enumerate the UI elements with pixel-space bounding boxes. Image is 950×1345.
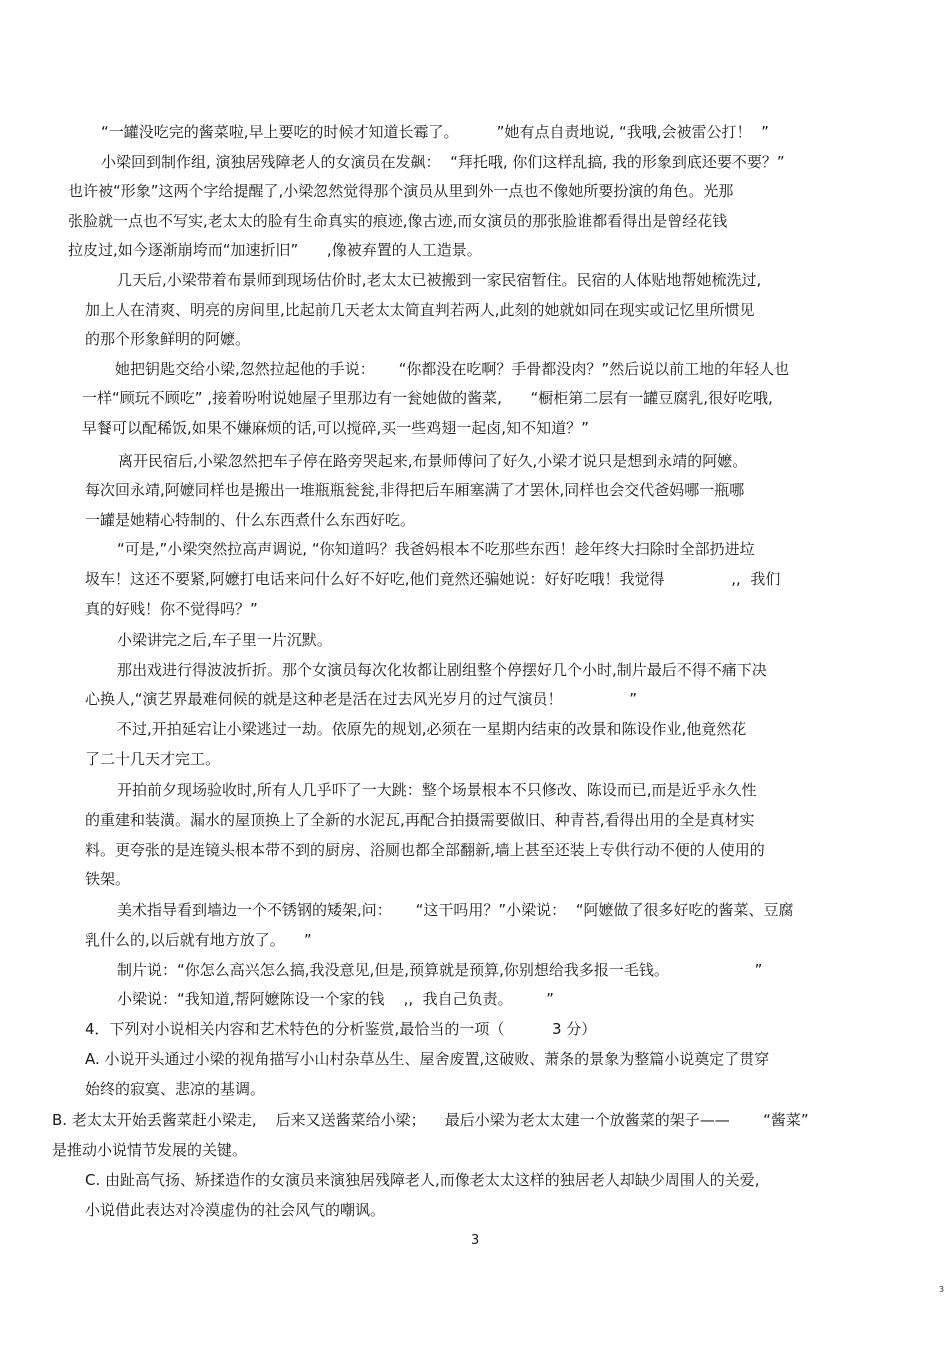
question-stem: 4．下列对小说相关内容和艺术特色的分析鉴赏,最恰当的一项（ 3 分）: [85, 1020, 597, 1038]
text-line: 一罐是她精心特制的、什么东西煮什么东西好吃。: [85, 511, 416, 529]
option-c: C. 由趾高气扬、矫揉造作的女演员来演独居残障老人,而像老太太这样的独居老人却缺少周围人的关爱,: [85, 1171, 760, 1189]
text-line: 制片说：“你怎么高兴怎么搞,我没意见,但是,预算就是预算,你别想给我多报一毛钱。 ”: [117, 961, 763, 979]
text-line: 拉皮过,如今逐渐崩垮而“加速折旧” ,像被弃置的人工造景。: [68, 241, 482, 259]
text-line: 铁架。: [85, 870, 131, 888]
option-c-continued: 小说借此表达对冷漠虚伪的社会风气的嘲讽。: [85, 1201, 386, 1219]
option-b-continued: 是推动小说情节发展的关键。: [52, 1141, 248, 1159]
corner-page-mark: 3: [939, 1285, 945, 1294]
text-line: 早餐可以配稀饭,如果不嫌麻烦的话,可以搅碎,买一些鸡翅一起卤,知不知道？”: [82, 419, 589, 437]
text-line: 小梁说：“我知道,帮阿嬷陈设一个家的钱 ,, 我自己负责。 ”: [117, 990, 554, 1008]
text-line: “可是,”小梁突然拉高声调说, “你知道吗？我爸妈根本不吃那些东西！趁年终大扫除时全部扔进垃: [117, 540, 755, 558]
text-line: 不过,开拍延宕让小梁逃过一劫。依原先的规划,必须在一星期内结束的改景和陈设作业,他竟然花: [117, 720, 747, 738]
text-line: 小梁回到制作组, 演独居残障老人的女演员在发飙： “拜托哦, 你们这样乱搞, 我的形象到底还要不要？”: [101, 153, 785, 171]
text-line: “一罐没吃完的酱菜啦,早上要吃的时候才知道长霉了。 ”她有点自责地说, “我哦,会被雷公打！ ”: [101, 123, 769, 141]
option-a-continued: 始终的寂寞、悲凉的基调。: [85, 1080, 266, 1098]
option-b: B. 老太太开始丢酱菜赶小梁走, 后来又送酱菜给小梁； 最后小梁为老太太建一个放酱菜的架子—— “酱菜”: [52, 1111, 809, 1129]
text-line: 几天后,小梁带着布景师到现场估价时,老太太已被搬到一家民宿暂住。民宿的人体贴地帮她梳洗过,: [117, 271, 762, 289]
text-line: 心换人,“演艺界最难伺候的就是这种老是活在过去风光岁月的过气演员！ ”: [85, 690, 638, 708]
text-line: 的重建和装潢。漏水的屋顶换上了全新的水泥瓦,再配合拍摄需要做旧、种青苔,看得出用的全是真材实: [85, 811, 755, 829]
text-line: 离开民宿后,小梁忽然把车子停在路旁哭起来,布景师傅问了好久,小梁才说只是想到永靖的阿嬷。: [118, 452, 748, 470]
text-line: 小梁讲完之后,车子里一片沉默。: [117, 631, 332, 649]
text-line: 的那个形象鲜明的阿嬷。: [85, 330, 251, 348]
option-a: A. 小说开头通过小梁的视角描写小山村杂草丛生、屋舍废置,这破败、萧条的景象为整篇小说奠定了贯穿: [85, 1050, 770, 1068]
text-line: 乳什么的,以后就有地方放了。 ”: [85, 931, 312, 949]
text-line: 也许被“形象”这两个字给提醒了,小梁忽然觉得那个演员从里到外一点也不像她所要扮演的角色。光那: [68, 182, 734, 200]
text-line: 了二十几天才完工。: [85, 750, 221, 768]
text-line: 张脸就一点也不写实,老太太的脸有生命真实的痕迹,像古迹,而女演员的那张脸谁都看得出是曾经花钱: [68, 212, 728, 230]
text-line: 真的好贱！你不觉得吗？”: [85, 600, 258, 618]
page-number: 3: [471, 1233, 480, 1248]
text-line: 加上人在清爽、明亮的房间里,比起前几天老太太简直判若两人,此刻的她就如同在现实或记忆里所惯见: [85, 301, 755, 319]
text-line: 圾车！这还不要紧,阿嬷打电话来问什么好不好吃,他们竟然还骗她说：好好吃哦！我觉得 ,, 我们: [85, 570, 781, 588]
text-line: 料。更夸张的是连镜头根本带不到的厨房、浴厕也都全部翻新,墙上甚至还装上专供行动不便的人使用的: [85, 841, 765, 859]
text-line: 美术指导看到墙边一个不锈钢的矮架,问： “这干吗用？”小梁说： “阿嬷做了很多好吃的酱菜、豆腐: [117, 901, 794, 919]
text-line: 每次回永靖,阿嬷同样也是搬出一堆瓶瓶瓮瓮,非得把后车厢塞满了才罢休,同样也会交代爸妈哪一瓶哪: [85, 481, 745, 499]
text-line: 那出戏进行得波波折折。那个女演员每次化妆都让剧组整个停摆好几个小时,制片最后不得不痛下决: [117, 661, 767, 679]
text-line: 开拍前夕现场验收时,所有人几乎吓了一大跳：整个场景根本不只修改、陈设而已,而是近乎永久性: [117, 781, 757, 799]
text-line: 她把钥匙交给小梁,忽然拉起他的手说： “你都没在吃啊？手骨都没肉？”然后说以前工地的年轻人也: [115, 360, 790, 378]
text-line: 一样“顾玩不顾吃” ,接着吩咐说她屋子里那边有一瓮她做的酱菜, “橱柜第二层有一罐豆腐乳,很好吃哦,: [82, 389, 773, 407]
